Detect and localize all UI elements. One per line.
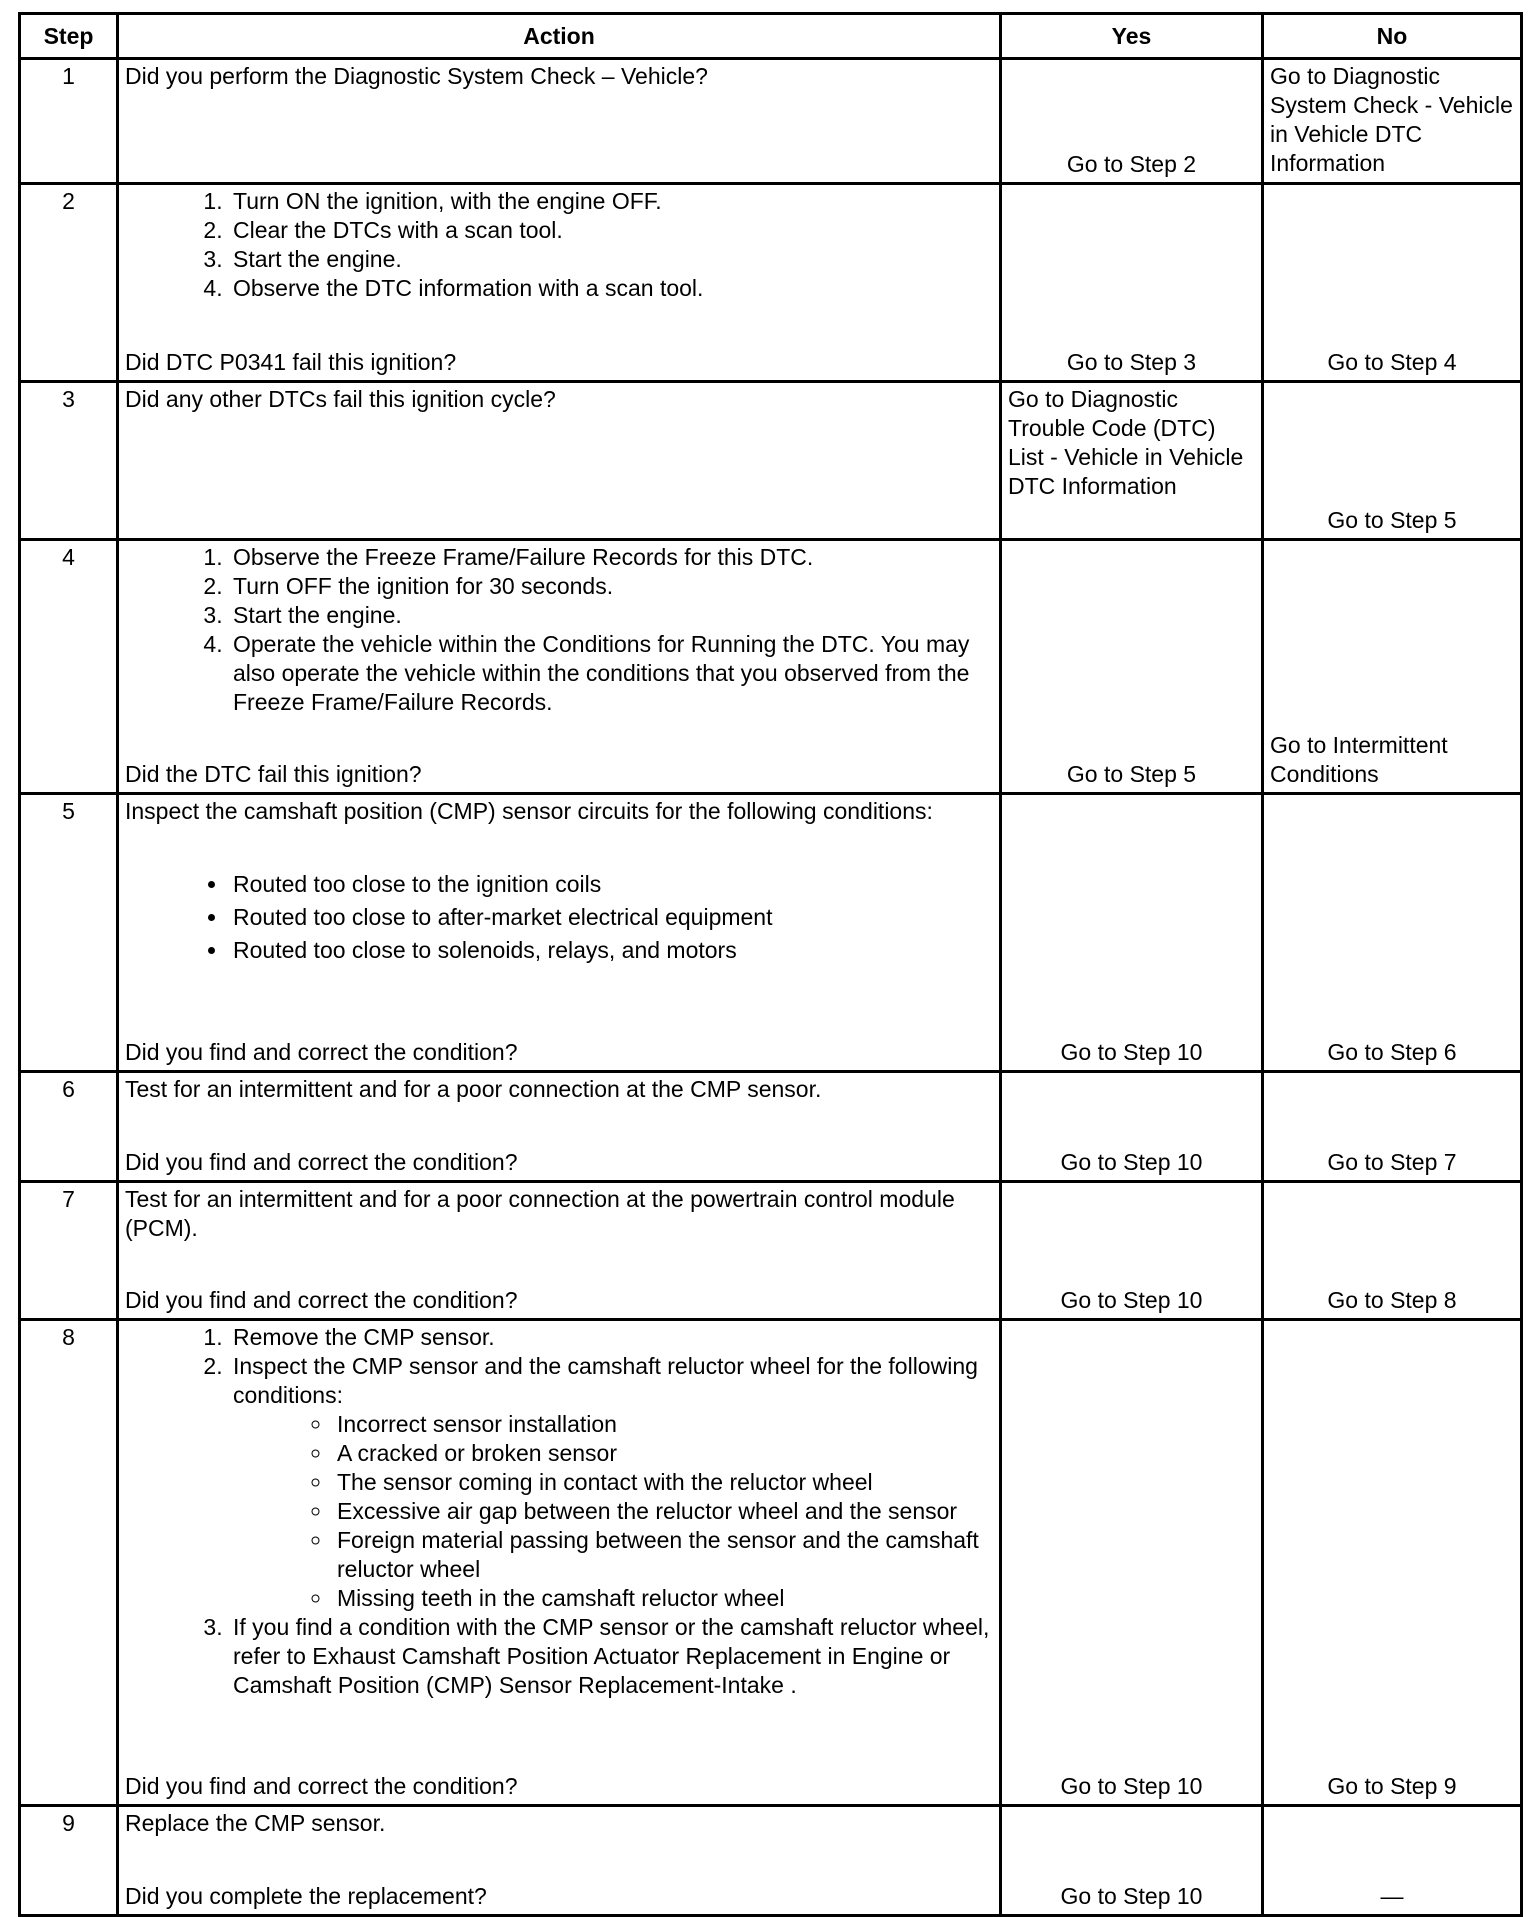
instruction-text: Replace the CMP sensor. [125, 1810, 386, 1836]
list-item: 3. Start the engine. [229, 245, 993, 274]
header-no: No [1263, 14, 1522, 59]
yes-cell [1001, 540, 1263, 794]
yes-cell [1001, 184, 1263, 382]
table-row [20, 540, 1522, 794]
no-text: Go to Step 9 [1327, 1773, 1457, 1799]
question-text: Did any other DTCs fail this ignition cycle? [125, 386, 556, 412]
yes-text: Go to Step 3 [1066, 349, 1197, 375]
no-text: Go to Step 8 [1327, 1287, 1457, 1313]
list-item: 3. If you find a condition with the CMP sensor or the camshaft reluctor wheel, refer to Exhaust Camshaft Position Actuator Replacement in Engine or Camshaft Position (CMP) Sensor Replacement-Intake . [229, 1613, 993, 1700]
action-cell [118, 1182, 1001, 1320]
no-cell [1263, 794, 1522, 1072]
instruction-text: Test for an intermittent and for a poor connection at the powertrain control module (PCM). [125, 1186, 955, 1241]
action-cell [118, 1320, 1001, 1806]
header-action: Action [118, 14, 1001, 59]
no-text: Go to Diagnostic System Check - Vehicle in Vehicle DTC Information [1270, 63, 1513, 176]
yes-cell [1001, 59, 1263, 184]
table-row [20, 59, 1522, 184]
no-text: Go to Step 4 [1327, 349, 1457, 375]
header-step: Step [20, 14, 118, 59]
yes-text: Go to Step 10 [1060, 1287, 1203, 1313]
list-item: 3. Start the engine. [229, 601, 993, 630]
step-number: 1 [20, 59, 118, 184]
list-item: 1. Observe the Freeze Frame/Failure Records for this DTC. [229, 543, 993, 572]
yes-text: Go to Step 10 [1060, 1039, 1203, 1065]
yes-cell [1001, 1320, 1263, 1806]
list-item-text: Inspect the CMP sensor and the camshaft reluctor wheel for the following conditions: [233, 1353, 978, 1408]
question-text: Did you complete the replacement? [125, 1883, 487, 1909]
no-cell [1263, 540, 1522, 794]
question-text: Did DTC P0341 fail this ignition? [125, 349, 457, 375]
no-cell [1263, 184, 1522, 382]
step-number: 4 [20, 540, 118, 794]
list-item: 4. Operate the vehicle within the Conditions for Running the DTC. You may also operate the vehicle within the conditions that you observed from the Freeze Frame/Failure Records. [229, 630, 993, 717]
step-number: 6 [20, 1072, 118, 1182]
list-item: 1. Turn ON the ignition, with the engine OFF. [229, 187, 993, 216]
table-row [20, 184, 1522, 382]
diagnostic-table [18, 12, 1523, 1917]
sub-list-item: ◦ Foreign material passing between the sensor and the camshaft reluctor wheel [333, 1526, 993, 1584]
question-text: Did you find and correct the condition? [125, 1773, 518, 1799]
list-item: 2. Clear the DTCs with a scan tool. [229, 216, 993, 245]
no-text: — [1380, 1883, 1404, 1909]
table-row [20, 1182, 1522, 1320]
table-row [20, 1320, 1522, 1806]
instruction-text: Inspect the camshaft position (CMP) sensor circuits for the following conditions: [125, 798, 933, 824]
sub-list-item: ◦ The sensor coming in contact with the reluctor wheel [333, 1468, 993, 1497]
list-item: • Routed too close to after-market electrical equipment [229, 903, 993, 932]
numbered-list [125, 543, 993, 717]
step-number: 2 [20, 184, 118, 382]
list-item: • Routed too close to solenoids, relays, and motors [229, 936, 993, 965]
no-text: Go to Step 7 [1327, 1149, 1457, 1175]
table-row [20, 382, 1522, 540]
action-cell [118, 1072, 1001, 1182]
yes-cell [1001, 1072, 1263, 1182]
action-cell [118, 794, 1001, 1072]
action-cell [118, 382, 1001, 540]
bullet-list [125, 870, 993, 965]
numbered-list [125, 187, 993, 303]
list-item: 2. Turn OFF the ignition for 30 seconds. [229, 572, 993, 601]
no-cell [1263, 1182, 1522, 1320]
yes-text: Go to Step 10 [1060, 1883, 1203, 1909]
step-number: 5 [20, 794, 118, 1072]
no-text: Go to Step 5 [1327, 507, 1457, 533]
yes-text: Go to Step 10 [1060, 1773, 1203, 1799]
no-cell [1263, 382, 1522, 540]
step-number: 8 [20, 1320, 118, 1806]
sub-list-item: ◦ Excessive air gap between the reluctor wheel and the sensor [333, 1497, 993, 1526]
sub-list-item: ◦ Incorrect sensor installation [333, 1410, 993, 1439]
list-item: 4. Observe the DTC information with a scan tool. [229, 274, 993, 303]
header-row [20, 14, 1522, 59]
no-cell [1263, 1320, 1522, 1806]
action-cell [118, 59, 1001, 184]
no-text: Go to Step 6 [1327, 1039, 1457, 1065]
numbered-list [125, 1323, 993, 1700]
no-cell [1263, 59, 1522, 184]
no-cell [1263, 1806, 1522, 1916]
table-row [20, 794, 1522, 1072]
yes-cell [1001, 794, 1263, 1072]
action-cell [118, 540, 1001, 794]
instruction-text: Test for an intermittent and for a poor connection at the CMP sensor. [125, 1076, 822, 1102]
question-text: Did the DTC fail this ignition? [125, 761, 422, 787]
yes-cell [1001, 382, 1263, 540]
question-text: Did you find and correct the condition? [125, 1149, 518, 1175]
yes-cell [1001, 1182, 1263, 1320]
action-cell [118, 184, 1001, 382]
list-item [229, 1352, 993, 1613]
list-item: • Routed too close to the ignition coils [229, 870, 993, 899]
no-text: Go to Intermittent Conditions [1270, 732, 1448, 787]
yes-text: Go to Step 5 [1066, 761, 1197, 787]
yes-text: Go to Step 2 [1066, 151, 1197, 177]
step-number: 3 [20, 382, 118, 540]
sub-list [233, 1410, 993, 1613]
step-number: 9 [20, 1806, 118, 1916]
table-row [20, 1806, 1522, 1916]
question-text: Did you find and correct the condition? [125, 1039, 518, 1065]
question-text: Did you find and correct the condition? [125, 1287, 518, 1313]
no-cell [1263, 1072, 1522, 1182]
yes-text: Go to Step 10 [1060, 1149, 1203, 1175]
list-item: 1. Remove the CMP sensor. [229, 1323, 993, 1352]
sub-list-item: ◦ Missing teeth in the camshaft reluctor wheel [333, 1584, 993, 1613]
yes-text: Go to Diagnostic Trouble Code (DTC) List - Vehicle in Vehicle DTC Information [1008, 386, 1244, 499]
table-row [20, 1072, 1522, 1182]
header-yes: Yes [1001, 14, 1263, 59]
question-text: Did you perform the Diagnostic System Check – Vehicle? [125, 63, 708, 89]
action-cell [118, 1806, 1001, 1916]
sub-list-item: ◦ A cracked or broken sensor [333, 1439, 993, 1468]
yes-cell [1001, 1806, 1263, 1916]
step-number: 7 [20, 1182, 118, 1320]
